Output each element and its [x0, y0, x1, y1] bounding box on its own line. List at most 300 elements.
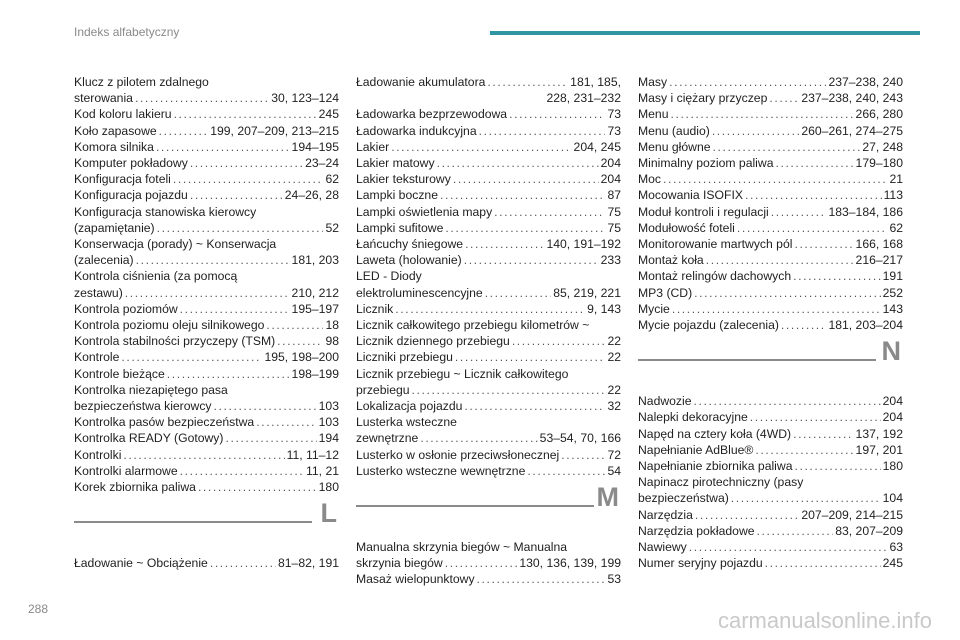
index-entry [638, 393, 903, 409]
leader-dots [173, 171, 324, 187]
index-entry [638, 155, 903, 171]
entry-row [356, 74, 621, 90]
entry-term: (zalecenia) [74, 253, 134, 268]
index-entry [638, 187, 903, 203]
index-entry [74, 333, 339, 349]
entry-row [74, 463, 339, 479]
entry-page-link[interactable]: 195–197 [291, 301, 339, 316]
entry-page-link[interactable]: 18 [325, 318, 339, 333]
entry-page-link[interactable]: 191 [882, 269, 903, 284]
leader-dots [440, 187, 605, 203]
entry-row [74, 139, 339, 155]
entry-row [356, 123, 621, 139]
index-entry [356, 155, 621, 171]
entry-term-line: LED - Diody [356, 269, 422, 284]
page-header [0, 0, 960, 40]
entry-row [638, 301, 903, 317]
entry-row [356, 398, 621, 414]
leader-dots [136, 252, 290, 268]
index-entry [74, 414, 339, 430]
entry-term: Komputer pokładowy [74, 156, 188, 171]
entry-page-link[interactable]: 130, 136, 139, 199 [519, 556, 621, 571]
entry-term-line: Konfiguracja stanowiska kierowcy [74, 204, 257, 219]
leader-dots [561, 447, 605, 463]
page-number: 288 [28, 602, 49, 616]
entry-term: Mycie [638, 301, 670, 316]
entry-term-line: Kontrola ciśnienia (za pomocą [74, 269, 238, 284]
entry-term: Nadwozie [638, 394, 692, 409]
entry-term: Korek zbiornika paliwa [74, 480, 196, 495]
index-entry [356, 463, 621, 479]
entry-page-link[interactable]: 143 [882, 301, 903, 316]
section-divider [356, 505, 594, 507]
entry-row [638, 442, 903, 458]
index-entry [356, 301, 621, 317]
entry-row [638, 106, 903, 122]
entry-row [356, 382, 621, 398]
entry-page-link[interactable]: 207–209, 214–215 [801, 507, 903, 522]
section-header [356, 482, 621, 521]
entry-row [356, 106, 621, 122]
leader-dots [198, 479, 317, 495]
entry-page-link[interactable]: 260–261, 274–275 [801, 123, 903, 138]
entry-row [74, 317, 339, 333]
entry-row [638, 426, 903, 442]
entry-page-link[interactable]: 73 [607, 123, 621, 138]
entry-term: Mocowania ISOFIX [638, 188, 743, 203]
entry-row [74, 171, 339, 187]
entry-term: bezpieczeństwa kierowcy [74, 399, 212, 414]
entry-page-link[interactable]: 22 [607, 350, 621, 365]
index-entry [74, 463, 339, 479]
entry-page-link[interactable]: 204 [882, 410, 903, 425]
entry-term: skrzynia biegów [356, 556, 443, 571]
entry-page-link[interactable]: 73 [607, 107, 621, 122]
leader-dots [669, 74, 826, 90]
entry-term: Montaż koła [638, 253, 704, 268]
entry-page-link[interactable]: 27, 248 [862, 139, 903, 154]
entry-term: Narzędzia [638, 507, 693, 522]
entry-page-link[interactable]: 11, 11–12 [286, 447, 339, 462]
index-entry [638, 171, 903, 187]
entry-term: Ładowarka indukcyjna [356, 123, 477, 138]
entry-row [74, 90, 339, 106]
watermark: carmanualsonline.info [717, 608, 932, 633]
section-letter: L [320, 498, 337, 529]
leader-dots [225, 430, 316, 446]
index-entry [356, 204, 621, 220]
entry-page-link[interactable]: 22 [607, 382, 621, 397]
entry-page-link[interactable]: 62 [325, 172, 339, 187]
leader-dots [159, 123, 209, 139]
index-entry [356, 268, 621, 300]
header-accent-bar [490, 31, 920, 35]
entry-term-line: Kontrolka niezapiętego pasa [74, 382, 228, 397]
entry-page-link[interactable]: 204 [882, 394, 903, 409]
entry-page-link[interactable]: 198–199 [291, 366, 339, 381]
entry-row [356, 236, 621, 252]
leader-dots [755, 442, 853, 458]
entry-page-link[interactable]: 183–184, 186 [828, 204, 903, 219]
index-entry [638, 139, 903, 155]
entry-term: Lokalizacja pojazdu [356, 399, 463, 414]
entry-page-link[interactable]: 180 [318, 480, 339, 495]
leader-dots [464, 252, 599, 268]
entry-term: Lakier matowy [356, 156, 435, 171]
entry-row [638, 171, 903, 187]
entry-page-link[interactable]: 52 [325, 220, 339, 235]
entry-row [356, 187, 621, 203]
leader-dots [479, 123, 606, 139]
leader-dots [180, 463, 304, 479]
leader-dots [672, 301, 881, 317]
index-entry [356, 220, 621, 236]
entry-row [356, 463, 621, 479]
entry-page-link[interactable]: 181, 185, [570, 75, 621, 89]
entry-page-link[interactable]: 75 [607, 204, 621, 219]
leader-dots [121, 349, 262, 365]
entry-term-line: Licznik całkowitego przebiegu kilometrów ~ [356, 318, 590, 333]
entry-term: Ładowanie ~ Obciążenie [74, 556, 208, 571]
index-entry [74, 155, 339, 171]
index-entry [638, 474, 903, 506]
entry-row [638, 90, 903, 106]
index-entry [74, 187, 339, 203]
leader-dots [706, 252, 854, 268]
index-entry [638, 252, 903, 268]
entry-page-link[interactable]: 140, 191–192 [546, 237, 621, 252]
entry-page-link[interactable]: 166, 168 [855, 237, 903, 252]
entry-term-line: Napinacz pirotechniczny (pasy [638, 475, 804, 490]
entry-page-link[interactable]: 204 [600, 156, 621, 171]
entry-term: Kontrole bieżące [74, 366, 165, 381]
entry-page-link[interactable]: 194–195 [291, 139, 339, 154]
entry-row [638, 458, 903, 474]
section-letter: M [596, 482, 619, 513]
leader-dots [737, 220, 888, 236]
leader-dots [266, 317, 323, 333]
entry-row [356, 333, 621, 349]
entry-term: Lampki sufitowe [356, 220, 444, 235]
index-entry [356, 571, 621, 587]
leader-dots [190, 155, 303, 171]
entry-term: Numer seryjny pojazdu [638, 556, 763, 571]
entry-term-line: Licznik przebiegu ~ Licznik całkowitego [356, 366, 569, 381]
entry-term: Kontrola poziomów [74, 301, 178, 316]
entry-row [638, 507, 903, 523]
entry-term: Menu główne [638, 139, 711, 154]
leader-dots [793, 426, 853, 442]
section-letter: N [881, 336, 901, 367]
leader-dots [765, 555, 881, 571]
index-entry [74, 301, 339, 317]
entry-row [74, 349, 339, 365]
index-entry [356, 236, 621, 252]
index-entry [74, 382, 339, 414]
leader-dots [750, 409, 881, 425]
entry-term: Komora silnika [74, 139, 154, 154]
entry-page-link[interactable]: 63 [889, 540, 903, 555]
entry-term: Moc [638, 172, 662, 187]
index-column-1 [74, 74, 339, 571]
entry-term: Kontrole [74, 350, 120, 365]
index-entry [74, 430, 339, 446]
leader-dots [391, 139, 571, 155]
leader-dots [771, 204, 827, 220]
entry-page-link[interactable]: 181, 203–204 [828, 318, 903, 333]
entry-page-link[interactable]: 137, 192 [855, 426, 903, 441]
index-entry [356, 317, 621, 349]
entry-row [638, 555, 903, 571]
leader-dots [125, 285, 290, 301]
index-entry [74, 204, 339, 236]
entry-term: Masy [638, 75, 668, 89]
entry-term: Monitorowanie martwych pól [638, 237, 793, 252]
index-entry [356, 414, 621, 446]
entry-row [356, 349, 621, 365]
index-entry [638, 123, 903, 139]
leader-dots [174, 106, 317, 122]
index-entry [74, 74, 339, 106]
entry-page-link[interactable]: 32 [607, 399, 621, 414]
index-entry [74, 366, 339, 382]
leader-dots [775, 155, 853, 171]
entry-page-link[interactable]: 180 [882, 459, 903, 474]
entry-page-link[interactable]: 216–217 [855, 253, 903, 268]
index-entry [356, 123, 621, 139]
index-entry [638, 285, 903, 301]
index-entry [638, 268, 903, 284]
entry-term: Nawiewy [638, 540, 687, 555]
entry-term: Mycie pojazdu (zalecenia) [638, 318, 779, 333]
index-entry [356, 139, 621, 155]
index-entry [356, 187, 621, 203]
entry-row [638, 393, 903, 409]
entry-page-link[interactable]: 87 [607, 188, 621, 203]
index-column-3 [638, 74, 903, 571]
leader-dots [509, 106, 605, 122]
index-entry [74, 268, 339, 300]
entry-page-link[interactable]: 103 [318, 399, 339, 414]
leader-dots [180, 301, 290, 317]
leader-dots [465, 236, 544, 252]
entry-page-link[interactable]: 81–82, 191 [278, 556, 339, 571]
entry-page-link[interactable]: 85, 219, 221 [553, 285, 621, 300]
entry-term: Masy i ciężary przyczep [638, 91, 768, 106]
index-entry [356, 366, 621, 398]
page-title: Indeks alfabetyczny [74, 25, 180, 39]
entry-term: Liczniki przebiegu [356, 350, 453, 365]
entry-row [74, 155, 339, 171]
entry-term: Konfiguracja pojazdu [74, 188, 188, 203]
entry-page-link[interactable]: 103 [318, 415, 339, 430]
index-entry [356, 74, 621, 106]
index-entry [356, 252, 621, 268]
index-entry [356, 171, 621, 187]
entry-page-link[interactable]: 197, 201 [855, 442, 903, 457]
entry-term: zestawu) [74, 285, 123, 300]
entry-page-link[interactable]: 113 [883, 188, 903, 203]
entry-term: Minimalny poziom paliwa [638, 156, 774, 171]
index-entry [638, 458, 903, 474]
entry-row [356, 571, 621, 587]
entry-term: Menu (audio) [638, 123, 710, 138]
leader-dots [494, 204, 605, 220]
entry-page-link[interactable]: 204 [600, 172, 621, 187]
entry-page-link[interactable]: 194 [318, 431, 339, 446]
entry-page-link[interactable]: 75 [607, 220, 621, 235]
index-entry [356, 447, 621, 463]
leader-dots [157, 220, 324, 236]
entry-term-line: Lusterka wsteczne [356, 415, 457, 430]
leader-dots [477, 571, 606, 587]
entry-page-link[interactable]: 22 [607, 334, 621, 349]
leader-dots [277, 333, 323, 349]
entry-page-link[interactable]: 83, 207–209 [835, 523, 903, 538]
entry-page-link[interactable]: 30, 123–124 [271, 91, 339, 106]
entry-term: Ładowanie akumulatora [356, 75, 486, 89]
entry-page-link[interactable]: 210, 212 [291, 285, 339, 300]
entry-row [638, 523, 903, 539]
entry-term: Napełnianie zbiornika paliwa [638, 459, 793, 474]
entry-row [356, 204, 621, 220]
index-entry [356, 398, 621, 414]
index-entry [638, 317, 903, 333]
entry-page-link-continued[interactable]: 228, 231–232 [546, 91, 621, 106]
entry-term: Nalepki dekoracyjne [638, 410, 748, 425]
leader-dots [527, 463, 605, 479]
entry-term: Lampki boczne [356, 188, 438, 203]
entry-row [638, 123, 903, 139]
entry-page-link[interactable]: 245 [318, 107, 339, 122]
entry-row [356, 220, 621, 236]
entry-term: Kontrola poziomu oleju silnikowego [74, 318, 265, 333]
leader-dots [695, 507, 799, 523]
leader-dots [256, 414, 316, 430]
entry-row [638, 539, 903, 555]
entry-term: Kontrolki alarmowe [74, 463, 178, 478]
leader-dots [745, 187, 882, 203]
entry-page-link[interactable]: 54 [607, 463, 621, 478]
entry-term: Laweta (holowanie) [356, 253, 462, 268]
leader-dots [445, 555, 518, 571]
entry-row [74, 252, 339, 268]
leader-dots [689, 539, 888, 555]
entry-row [74, 187, 339, 203]
index-entry [638, 523, 903, 539]
entry-term: Lakier teksturowy [356, 172, 451, 187]
entry-term: Lakier [356, 139, 390, 154]
leader-dots [135, 90, 269, 106]
entry-term: Kod koloru lakieru [74, 107, 172, 122]
index-entry [638, 204, 903, 220]
entry-term: Masaż wielopunktowy [356, 572, 475, 587]
index-entry [638, 236, 903, 252]
index-entry [356, 106, 621, 122]
index-entry [74, 171, 339, 187]
entry-page-link[interactable]: 21 [889, 172, 903, 187]
leader-dots [731, 490, 881, 506]
leader-dots [167, 366, 290, 382]
entry-row [74, 106, 339, 122]
leader-dots [437, 155, 599, 171]
entry-row [74, 555, 339, 571]
entry-page-link[interactable]: 11, 21 [306, 463, 339, 478]
entry-page-link[interactable]: 53 [607, 572, 621, 587]
index-entry [74, 236, 339, 268]
entry-term: Moduł kontroli i regulacji [638, 204, 769, 219]
entry-page-link[interactable]: 72 [607, 447, 621, 462]
entry-term: Napęd na cztery koła (4WD) [638, 426, 792, 441]
entry-page-link[interactable]: 9, 143 [587, 301, 621, 316]
leader-dots [512, 333, 606, 349]
leader-dots [214, 398, 317, 414]
leader-dots [793, 268, 881, 284]
index-entry [638, 539, 903, 555]
entry-term: Kontrolki [74, 447, 122, 462]
index-entry [638, 74, 903, 90]
entry-page-link[interactable]: 252 [882, 285, 903, 300]
entry-page-link[interactable]: 181, 203 [291, 253, 339, 268]
leader-dots [445, 220, 605, 236]
index-entry [74, 447, 339, 463]
leader-dots [694, 285, 880, 301]
entry-row [638, 155, 903, 171]
index-entry [638, 442, 903, 458]
entry-page-link[interactable]: 104 [882, 491, 903, 506]
index-entry [638, 220, 903, 236]
leader-dots [485, 285, 552, 301]
entry-page-link[interactable]: 237–238, 240, 243 [801, 91, 903, 106]
entry-page-link[interactable]: 24–26, 28 [284, 188, 339, 203]
leader-dots [420, 430, 537, 446]
entry-page-link[interactable]: 204, 245 [573, 139, 621, 154]
entry-term: Konfiguracja foteli [74, 172, 171, 187]
entry-row [74, 366, 339, 382]
entry-page-link[interactable]: 62 [889, 220, 903, 235]
entry-page-link[interactable]: 53–54, 70, 166 [539, 431, 621, 446]
entry-row [638, 490, 903, 506]
leader-dots [156, 139, 290, 155]
entry-page-link[interactable]: 195, 198–200 [264, 350, 339, 365]
entry-page-link[interactable]: 266, 280 [855, 107, 903, 122]
entry-term: Koło zapasowe [74, 123, 157, 138]
entry-page-link[interactable]: 98 [325, 334, 339, 349]
entry-page-link[interactable]: 23–24 [305, 156, 339, 171]
leader-dots [123, 447, 284, 463]
leader-dots [210, 555, 276, 571]
entry-page-link[interactable]: 245 [882, 556, 903, 571]
entry-term: Kontrola stabilności przyczepy (TSM) [74, 334, 276, 349]
entry-term: Napełnianie AdBlue® [638, 442, 754, 457]
entry-page-link[interactable]: 233 [600, 253, 621, 268]
leader-dots [453, 171, 599, 187]
section-header [74, 498, 339, 537]
entry-term-line: Klucz z pilotem zdalnego [74, 75, 209, 89]
entry-term: zewnętrzne [356, 431, 419, 446]
entry-term: Menu [638, 107, 669, 122]
entry-page-link[interactable]: 199, 207–209, 213–215 [210, 123, 339, 138]
entry-page-link[interactable]: 179–180 [855, 156, 903, 171]
index-entry [638, 426, 903, 442]
index-entry [638, 301, 903, 317]
entry-term: Łańcuchy śniegowe [356, 237, 464, 252]
entry-term-line: Konserwacja (porady) ~ Konserwacja [74, 237, 277, 252]
index-entry [74, 123, 339, 139]
entry-row [74, 430, 339, 446]
entry-term: przebiegu [356, 382, 410, 397]
entry-page-link[interactable]: 237–238, 240 [828, 75, 903, 89]
